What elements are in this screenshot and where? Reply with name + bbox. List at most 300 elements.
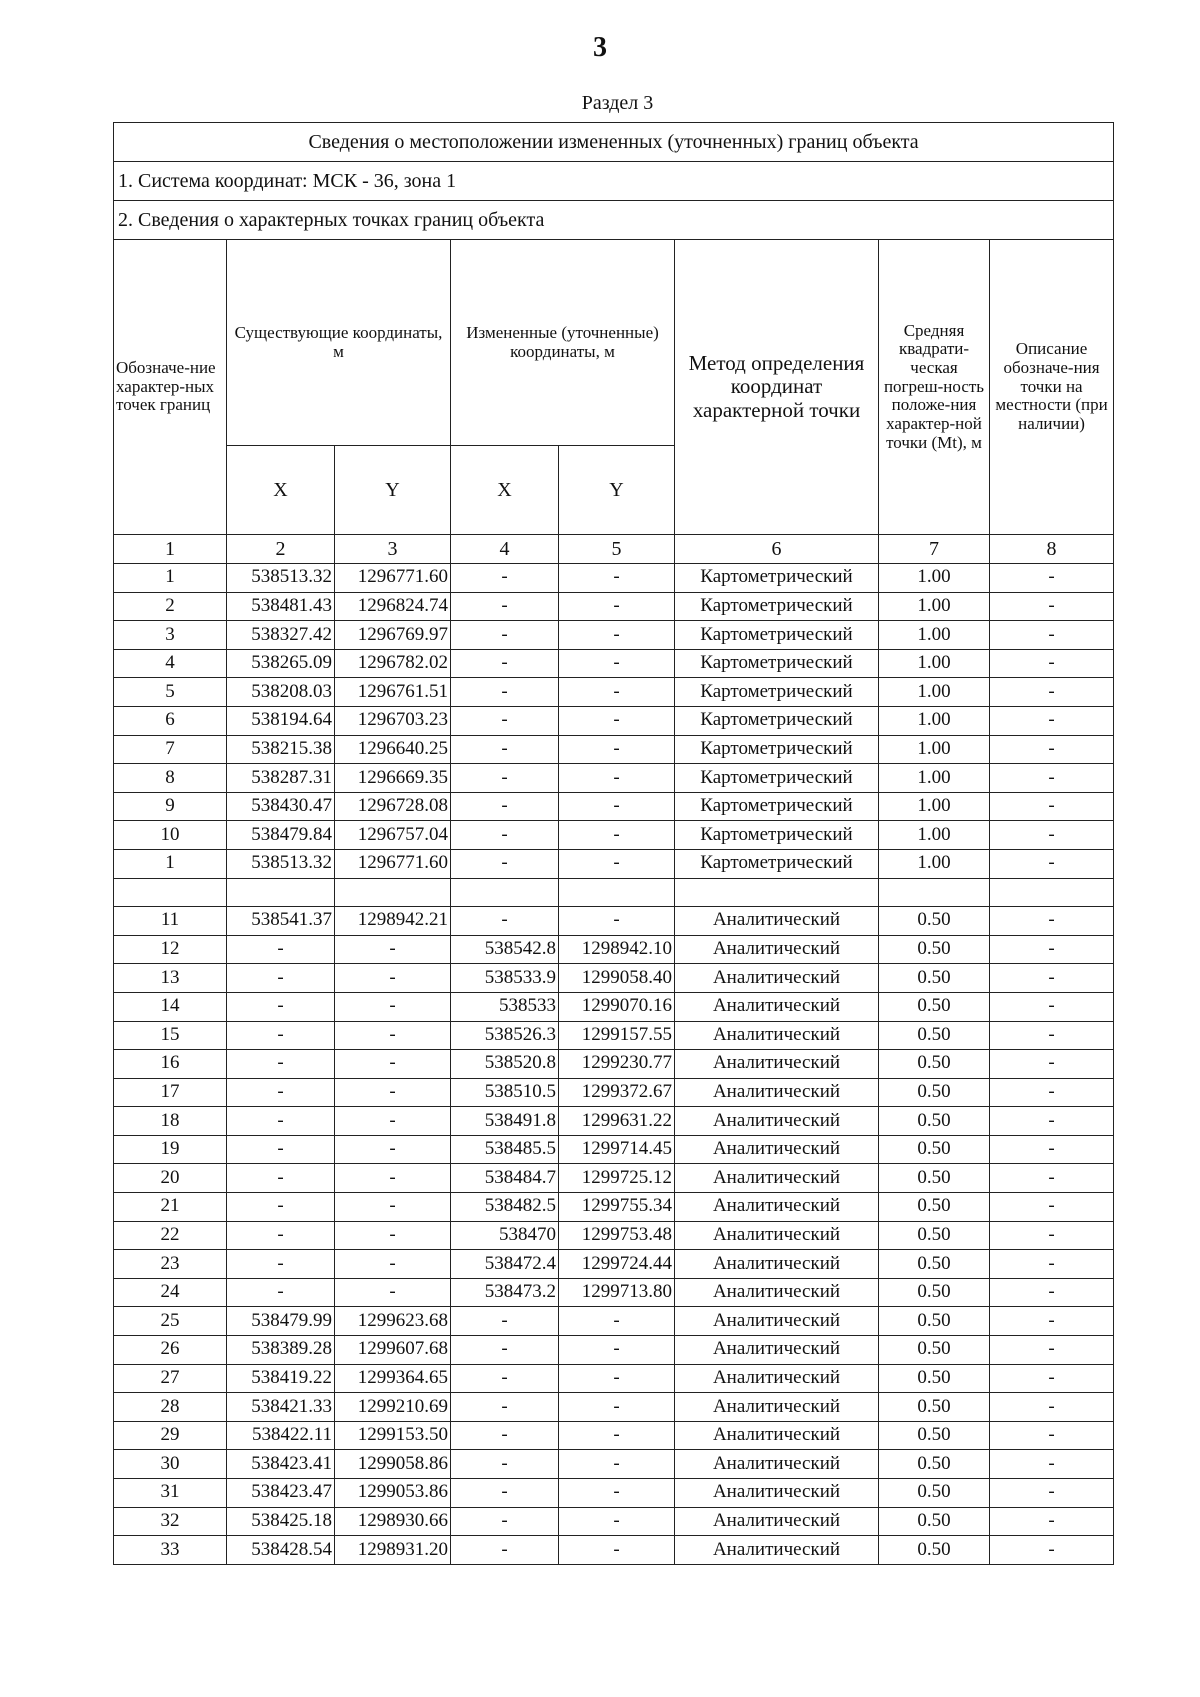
header-mean-error: Средняя квадрати-ческая погреш-ность положе-ния характер-ной точки (Mt), м [879,240,990,535]
cell-changed-x: - [451,821,559,850]
cell-point-id: 27 [114,1364,227,1393]
cell-changed-y: - [559,1536,675,1565]
table-row [114,764,1114,793]
cell-point-id: 33 [114,1536,227,1565]
cell-point-id: 31 [114,1479,227,1508]
table-row [114,1307,1114,1336]
cell-method: Аналитический [675,1164,879,1193]
cell-mean-error: 0.50 [879,1536,990,1565]
cell-point-id: 32 [114,1507,227,1536]
cell-mean-error: 1.00 [879,678,990,707]
cell-existing-y: - [335,964,451,993]
cell-changed-y: - [559,1450,675,1479]
cell-method: Аналитический [675,1107,879,1136]
cell-existing-y: 1296824.74 [335,592,451,621]
cell-changed-y: - [559,649,675,678]
cell-point-id: 29 [114,1421,227,1450]
header-designation: Обозначе-ние характер-ных точек границ [114,240,227,535]
cell-changed-x: 538533 [451,992,559,1021]
cell-description: - [990,735,1114,764]
cell-method: Аналитический [675,1050,879,1079]
cell-point-id: 1 [114,564,227,593]
cell-changed-y: 1299372.67 [559,1078,675,1107]
cell-changed-y: - [559,1393,675,1422]
cell-description: - [990,706,1114,735]
table-row [114,1421,1114,1450]
cell-description: - [990,1278,1114,1307]
cell-point-id: 2 [114,592,227,621]
table-row [114,849,1114,878]
table-row [114,1479,1114,1508]
points-info-heading: 2. Сведения о характерных точках границ объекта [114,201,1114,240]
cell-existing-y: - [335,1164,451,1193]
cell-method: Аналитический [675,1421,879,1450]
cell-description: - [990,964,1114,993]
cell-description: - [990,1050,1114,1079]
header-description: Описание обозначе-ния точки на местности (при наличии) [990,240,1114,535]
cell-existing-y: - [335,1221,451,1250]
cell-changed-y: - [559,735,675,764]
cell-changed-y: - [559,1507,675,1536]
cell-mean-error: 1.00 [879,849,990,878]
cell-point-id: 8 [114,764,227,793]
cell-method: Картометрический [675,735,879,764]
cell-changed-x: 538473.2 [451,1278,559,1307]
cell-existing-x: - [227,1221,335,1250]
cell-description: - [990,1450,1114,1479]
cell-existing-y: 1298931.20 [335,1536,451,1565]
table-row [114,935,1114,964]
cell-mean-error: 0.50 [879,935,990,964]
cell-existing-y: - [335,1078,451,1107]
header-existing-coordinates: Существующие координаты, м [227,240,451,446]
cell-method: Аналитический [675,1021,879,1050]
cell-point-id: 20 [114,1164,227,1193]
cell-description: - [990,1250,1114,1279]
cell-mean-error: 1.00 [879,564,990,593]
column-number: 3 [335,535,451,564]
cell-existing-y: - [335,992,451,1021]
cell-existing-y: 1299623.68 [335,1307,451,1336]
cell-changed-y [559,878,675,907]
cell-existing-y: 1296771.60 [335,849,451,878]
header-changed-y: Y [559,446,675,535]
cell-existing-y: 1299364.65 [335,1364,451,1393]
column-numbers-row [114,535,1114,564]
boundary-points-table [113,122,1114,1565]
cell-description: - [990,1021,1114,1050]
cell-description: - [990,1164,1114,1193]
cell-existing-y: - [335,1107,451,1136]
coordinate-system: 1. Система координат: МСК - 36, зона 1 [114,162,1114,201]
cell-description: - [990,792,1114,821]
cell-existing-y: - [335,1021,451,1050]
cell-method: Картометрический [675,592,879,621]
cell-changed-x: - [451,1507,559,1536]
cell-changed-y: 1299713.80 [559,1278,675,1307]
cell-mean-error: 1.00 [879,821,990,850]
cell-mean-error: 0.50 [879,1193,990,1222]
cell-changed-y: 1299631.22 [559,1107,675,1136]
cell-changed-x: - [451,564,559,593]
cell-existing-y: 1299053.86 [335,1479,451,1508]
cell-changed-x: 538533.9 [451,964,559,993]
cell-point-id: 10 [114,821,227,850]
cell-point-id: 6 [114,706,227,735]
table-row [114,1221,1114,1250]
cell-changed-x: 538491.8 [451,1107,559,1136]
cell-mean-error [879,878,990,907]
cell-changed-x: - [451,592,559,621]
table-row [114,907,1114,936]
cell-existing-y: - [335,1278,451,1307]
header-method: Метод определения координат характерной точки [675,240,879,535]
cell-mean-error: 0.50 [879,1507,990,1536]
cell-description: - [990,1107,1114,1136]
cell-changed-y: - [559,706,675,735]
cell-method: Аналитический [675,1336,879,1365]
table-row [114,1078,1114,1107]
cell-method: Аналитический [675,992,879,1021]
cell-existing-x: - [227,1050,335,1079]
cell-changed-x: - [451,1307,559,1336]
cell-existing-y: 1296771.60 [335,564,451,593]
cell-point-id: 16 [114,1050,227,1079]
table-row [114,735,1114,764]
cell-changed-y: - [559,621,675,650]
column-number: 7 [879,535,990,564]
cell-description: - [990,621,1114,650]
cell-mean-error: 0.50 [879,1450,990,1479]
cell-description: - [990,1336,1114,1365]
cell-existing-x: 538194.64 [227,706,335,735]
cell-changed-y: - [559,849,675,878]
cell-mean-error: 0.50 [879,1221,990,1250]
cell-changed-y: - [559,1479,675,1508]
cell-mean-error: 0.50 [879,964,990,993]
section-title: Раздел 3 [581,92,654,114]
cell-method: Аналитический [675,1078,879,1107]
cell-changed-y: 1299070.16 [559,992,675,1021]
cell-changed-x: 538482.5 [451,1193,559,1222]
cell-existing-x: 538430.47 [227,792,335,821]
table-row [114,1450,1114,1479]
table-row [114,1393,1114,1422]
cell-existing-x: 538479.84 [227,821,335,850]
cell-method: Аналитический [675,935,879,964]
cell-method: Картометрический [675,649,879,678]
cell-mean-error: 0.50 [879,1135,990,1164]
cell-changed-y: - [559,564,675,593]
cell-existing-x: 538425.18 [227,1507,335,1536]
header-changed-x: X [451,446,559,535]
cell-changed-y: 1299724.44 [559,1250,675,1279]
cell-existing-y: 1299210.69 [335,1393,451,1422]
cell-existing-x: 538208.03 [227,678,335,707]
cell-mean-error: 1.00 [879,735,990,764]
cell-description: - [990,1479,1114,1508]
cell-description: - [990,764,1114,793]
cell-method: Аналитический [675,1450,879,1479]
cell-changed-y: 1299753.48 [559,1221,675,1250]
cell-point-id [114,878,227,907]
cell-method: Картометрический [675,678,879,707]
cell-method: Аналитический [675,1135,879,1164]
cell-description: - [990,1078,1114,1107]
cell-changed-y: - [559,1421,675,1450]
cell-mean-error: 0.50 [879,907,990,936]
cell-changed-x: - [451,706,559,735]
cell-changed-y: - [559,1307,675,1336]
cell-changed-x: 538520.8 [451,1050,559,1079]
cell-changed-y: 1299755.34 [559,1193,675,1222]
cell-description: - [990,678,1114,707]
cell-existing-x: - [227,1107,335,1136]
cell-mean-error: 0.50 [879,1164,990,1193]
table-row [114,1507,1114,1536]
table-row [114,1135,1114,1164]
cell-method: Аналитический [675,907,879,936]
cell-description: - [990,935,1114,964]
cell-point-id: 5 [114,678,227,707]
cell-changed-y: - [559,678,675,707]
cell-changed-y: 1299058.40 [559,964,675,993]
cell-point-id: 1 [114,849,227,878]
cell-changed-y: - [559,821,675,850]
cell-changed-x: - [451,792,559,821]
cell-changed-x: 538470 [451,1221,559,1250]
cell-changed-y: 1299230.77 [559,1050,675,1079]
cell-existing-x: - [227,1250,335,1279]
cell-method: Аналитический [675,1536,879,1565]
cell-existing-x: 538265.09 [227,649,335,678]
table-row [114,706,1114,735]
table-title: Сведения о местоположении измененных (уточненных) границ объекта [114,123,1114,162]
cell-existing-x: - [227,964,335,993]
cell-existing-x: - [227,1193,335,1222]
cell-existing-y: 1296757.04 [335,821,451,850]
cell-existing-y: 1296728.08 [335,792,451,821]
cell-changed-x: - [451,1479,559,1508]
cell-description: - [990,1507,1114,1536]
cell-existing-x: 538479.99 [227,1307,335,1336]
cell-mean-error: 1.00 [879,592,990,621]
cell-existing-x: - [227,992,335,1021]
cell-mean-error: 0.50 [879,1250,990,1279]
cell-changed-x: - [451,1336,559,1365]
cell-description: - [990,649,1114,678]
cell-description: - [990,1307,1114,1336]
table-row [114,1336,1114,1365]
cell-changed-y: 1299725.12 [559,1164,675,1193]
cell-method: Аналитический [675,1307,879,1336]
cell-point-id: 15 [114,1021,227,1050]
cell-method: Картометрический [675,764,879,793]
cell-mean-error: 1.00 [879,621,990,650]
table-row [114,678,1114,707]
cell-point-id: 7 [114,735,227,764]
cell-changed-y: 1299157.55 [559,1021,675,1050]
cell-existing-x: 538423.41 [227,1450,335,1479]
cell-description [990,878,1114,907]
cell-existing-x: 538428.54 [227,1536,335,1565]
cell-method: Аналитический [675,964,879,993]
cell-point-id: 22 [114,1221,227,1250]
cell-method: Картометрический [675,821,879,850]
cell-point-id: 30 [114,1450,227,1479]
cell-method: Аналитический [675,1479,879,1508]
table-row [114,1250,1114,1279]
cell-point-id: 28 [114,1393,227,1422]
cell-mean-error: 0.50 [879,1336,990,1365]
cell-existing-x: - [227,1078,335,1107]
cell-existing-y [335,878,451,907]
cell-changed-x: - [451,1364,559,1393]
cell-method: Аналитический [675,1250,879,1279]
cell-existing-y: 1299058.86 [335,1450,451,1479]
cell-point-id: 13 [114,964,227,993]
cell-point-id: 26 [114,1336,227,1365]
cell-method: Картометрический [675,564,879,593]
cell-existing-x: 538481.43 [227,592,335,621]
cell-existing-x: 538422.11 [227,1421,335,1450]
cell-changed-x [451,878,559,907]
cell-existing-x: 538513.32 [227,564,335,593]
table-row [114,821,1114,850]
cell-method: Картометрический [675,706,879,735]
cell-mean-error: 0.50 [879,1479,990,1508]
cell-existing-y: 1298942.21 [335,907,451,936]
cell-changed-y: 1298942.10 [559,935,675,964]
column-number: 1 [114,535,227,564]
cell-changed-x: - [451,621,559,650]
cell-changed-x: 538542.8 [451,935,559,964]
cell-point-id: 21 [114,1193,227,1222]
cell-mean-error: 1.00 [879,649,990,678]
cell-method: Аналитический [675,1364,879,1393]
cell-method [675,878,879,907]
cell-existing-y: 1296761.51 [335,678,451,707]
cell-existing-y: - [335,1193,451,1222]
cell-existing-x: 538541.37 [227,907,335,936]
cell-existing-x: - [227,1021,335,1050]
page-number: 3 [593,32,607,63]
cell-description: - [990,564,1114,593]
header-existing-x: X [227,446,335,535]
cell-existing-x: - [227,935,335,964]
cell-existing-x: 538215.38 [227,735,335,764]
table-row [114,1050,1114,1079]
column-number: 8 [990,535,1114,564]
cell-mean-error: 0.50 [879,1107,990,1136]
cell-existing-y: - [335,1135,451,1164]
cell-existing-y: - [335,1050,451,1079]
cell-point-id: 19 [114,1135,227,1164]
cell-existing-x: 538419.22 [227,1364,335,1393]
table-row [114,1107,1114,1136]
cell-existing-y: 1298930.66 [335,1507,451,1536]
header-changed-coordinates: Измененные (уточненные) координаты, м [451,240,675,446]
cell-existing-x: - [227,1278,335,1307]
cell-description: - [990,821,1114,850]
cell-description: - [990,1193,1114,1222]
cell-existing-y: 1296782.02 [335,649,451,678]
cell-existing-x: - [227,1164,335,1193]
cell-description: - [990,1421,1114,1450]
cell-mean-error: 0.50 [879,1421,990,1450]
cell-existing-y: 1296769.97 [335,621,451,650]
cell-description: - [990,907,1114,936]
cell-mean-error: 0.50 [879,1078,990,1107]
table-row [114,1021,1114,1050]
column-number: 5 [559,535,675,564]
cell-changed-x: 538484.7 [451,1164,559,1193]
cell-mean-error: 1.00 [879,706,990,735]
cell-changed-y: - [559,592,675,621]
cell-method: Аналитический [675,1221,879,1250]
cell-changed-x: - [451,1450,559,1479]
table-row [114,792,1114,821]
cell-changed-x: 538472.4 [451,1250,559,1279]
cell-method: Аналитический [675,1507,879,1536]
table-row [114,1536,1114,1565]
cell-existing-y: 1299153.50 [335,1421,451,1450]
cell-changed-x: 538485.5 [451,1135,559,1164]
cell-description: - [990,1393,1114,1422]
cell-changed-y: - [559,1364,675,1393]
cell-mean-error: 0.50 [879,1278,990,1307]
cell-changed-x: 538526.3 [451,1021,559,1050]
header-existing-y: Y [335,446,451,535]
cell-point-id: 17 [114,1078,227,1107]
cell-point-id: 25 [114,1307,227,1336]
cell-changed-x: - [451,1536,559,1565]
cell-changed-y: 1299714.45 [559,1135,675,1164]
cell-changed-x: - [451,1421,559,1450]
cell-changed-x: - [451,678,559,707]
column-number: 6 [675,535,879,564]
table-row [114,1193,1114,1222]
cell-changed-x: - [451,735,559,764]
cell-method: Картометрический [675,621,879,650]
cell-existing-x: 538421.33 [227,1393,335,1422]
cell-mean-error: 1.00 [879,764,990,793]
cell-existing-x: 538287.31 [227,764,335,793]
column-number: 4 [451,535,559,564]
cell-point-id: 4 [114,649,227,678]
table-row [114,564,1114,593]
cell-mean-error: 0.50 [879,992,990,1021]
cell-existing-x: 538513.32 [227,849,335,878]
column-number: 2 [227,535,335,564]
cell-existing-y: 1296703.23 [335,706,451,735]
cell-point-id: 12 [114,935,227,964]
cell-method: Аналитический [675,1393,879,1422]
cell-point-id: 14 [114,992,227,1021]
cell-existing-y: 1299607.68 [335,1336,451,1365]
table-row [114,964,1114,993]
cell-existing-y: 1296640.25 [335,735,451,764]
cell-changed-y: - [559,1336,675,1365]
cell-changed-x: - [451,764,559,793]
cell-description: - [990,1221,1114,1250]
cell-changed-y: - [559,907,675,936]
cell-method: Аналитический [675,1193,879,1222]
cell-changed-x: 538510.5 [451,1078,559,1107]
table-row [114,1278,1114,1307]
cell-existing-x [227,878,335,907]
cell-existing-y: - [335,935,451,964]
